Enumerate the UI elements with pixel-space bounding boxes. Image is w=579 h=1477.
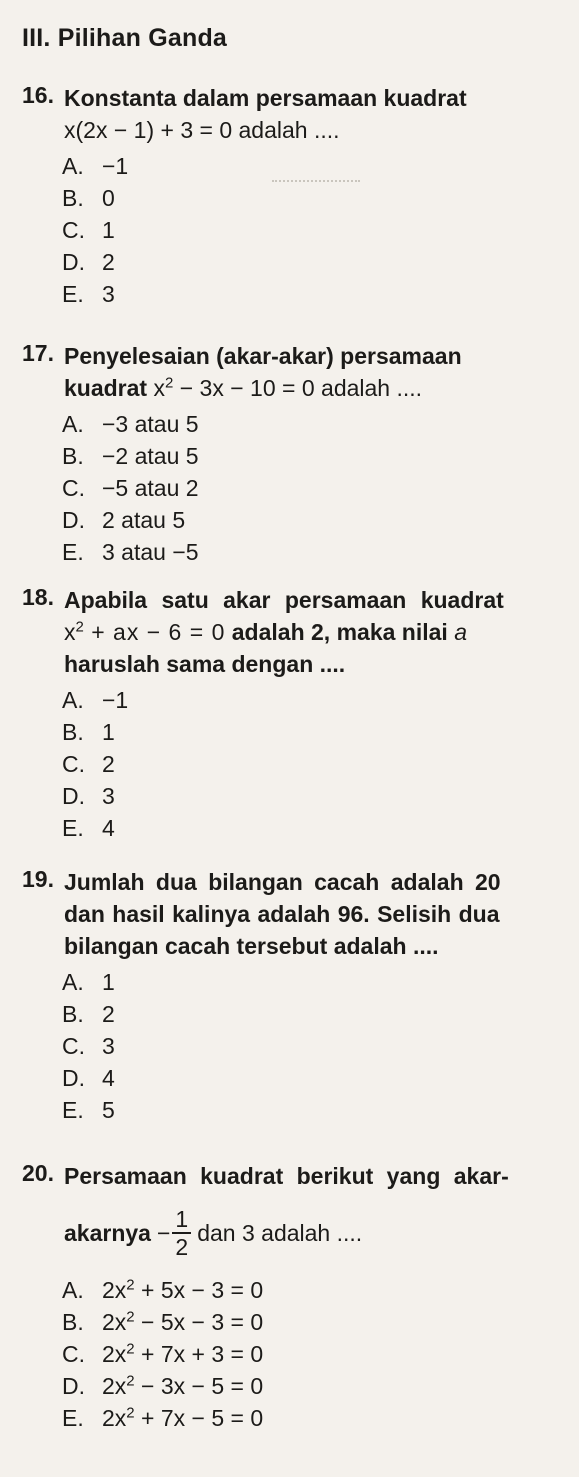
option-value: 2 (102, 1001, 115, 1027)
option-b[interactable] (62, 1306, 552, 1338)
fraction (172, 1206, 191, 1260)
equation: x(2x − 1) + 3 = 0 (64, 117, 233, 143)
option-letter: B. (62, 1001, 84, 1027)
option-e[interactable] (62, 1402, 552, 1434)
option-d[interactable] (62, 246, 552, 278)
question-17 (22, 340, 552, 568)
equation-term: 2x (102, 1373, 127, 1399)
question-text (64, 1160, 552, 1260)
option-value (102, 1338, 263, 1370)
option-e[interactable] (62, 278, 552, 310)
option-c[interactable] (62, 1338, 552, 1370)
option-d[interactable] (62, 504, 552, 536)
option-b[interactable] (62, 716, 552, 748)
fraction-numerator: 1 (172, 1206, 191, 1234)
exponent: 2 (126, 1372, 135, 1390)
question-number: 20. (22, 1160, 54, 1186)
option-letter: D. (62, 1373, 85, 1399)
question-line (64, 372, 552, 404)
question-prefix: akarnya (64, 1220, 151, 1246)
option-letter: A. (62, 969, 84, 995)
option-letter: A. (62, 687, 84, 713)
exponent: 2 (126, 1308, 135, 1326)
option-value (102, 1402, 263, 1434)
option-value: 1 (102, 969, 115, 995)
option-b[interactable] (62, 182, 552, 214)
section-title: III. Pilihan Ganda (22, 24, 228, 52)
exponent: 2 (126, 1340, 135, 1358)
question-mid: adalah 2, maka nilai (225, 619, 455, 645)
option-letter: D. (62, 1065, 85, 1091)
equation-rest: + 5x − 3 = 0 (134, 1277, 264, 1303)
option-value: 2 (102, 249, 115, 275)
option-e[interactable] (62, 1094, 552, 1126)
question-16 (22, 82, 552, 310)
option-b[interactable] (62, 998, 552, 1030)
question-20 (22, 1160, 552, 1434)
option-value: −1 (102, 687, 129, 713)
option-value: 0 (102, 185, 115, 211)
option-value: 5 (102, 1097, 115, 1123)
exponent: 2 (126, 1404, 135, 1422)
option-list (62, 408, 552, 568)
equation-rest: + ax − 6 = 0 (83, 619, 226, 645)
equation (153, 375, 314, 401)
option-value: 4 (102, 815, 115, 841)
option-letter: D. (62, 507, 85, 533)
option-letter: B. (62, 719, 84, 745)
option-e[interactable] (62, 812, 552, 844)
option-a[interactable] (62, 150, 552, 182)
question-line (64, 1206, 552, 1260)
option-letter: A. (62, 1277, 84, 1303)
option-list (62, 684, 552, 844)
option-b[interactable] (62, 440, 552, 472)
equation-rest: + 7x − 5 = 0 (134, 1405, 264, 1431)
minus-sign: − (156, 1220, 171, 1246)
option-letter: C. (62, 217, 85, 243)
equation-rest: − 3x − 10 = 0 (173, 375, 315, 401)
equation-term: x (64, 619, 76, 645)
option-letter: B. (62, 1309, 84, 1335)
question-line (64, 114, 552, 146)
option-letter: C. (62, 1341, 85, 1367)
question-number: 16. (22, 82, 54, 108)
question-text (64, 82, 552, 146)
option-a[interactable] (62, 684, 552, 716)
equation-rest: − 5x − 3 = 0 (134, 1309, 264, 1335)
option-c[interactable] (62, 748, 552, 780)
option-a[interactable] (62, 966, 552, 998)
option-letter: A. (62, 411, 84, 437)
option-value: 3 (102, 281, 115, 307)
question-number: 19. (22, 866, 54, 892)
question-line: Jumlah dua bilangan cacah adalah 20 (64, 869, 501, 895)
option-e[interactable] (62, 536, 552, 568)
equation-term: x (153, 375, 165, 401)
option-value: 1 (102, 217, 115, 243)
question-text (64, 866, 552, 962)
option-letter: E. (62, 1097, 84, 1123)
question-text (64, 584, 552, 680)
option-value: −1 (102, 153, 129, 179)
option-d[interactable] (62, 1062, 552, 1094)
option-value: 4 (102, 1065, 115, 1091)
question-tail: adalah .... (314, 375, 423, 401)
option-letter: E. (62, 815, 84, 841)
question-number: 17. (22, 340, 54, 366)
option-letter: B. (62, 443, 84, 469)
exponent: 2 (126, 1276, 135, 1294)
option-list (62, 966, 552, 1126)
equation-rest: − 3x − 5 = 0 (134, 1373, 264, 1399)
question-line: dan hasil kalinya adalah 96. Selisih dua (64, 901, 500, 927)
option-value: 3 (102, 1033, 115, 1059)
question-line: Persamaan kuadrat berikut yang akar- (64, 1163, 509, 1189)
option-value: 2 atau 5 (102, 507, 186, 533)
option-value: 3 (102, 783, 115, 809)
question-text (64, 340, 552, 404)
option-d[interactable] (62, 1370, 552, 1402)
option-value: 1 (102, 719, 115, 745)
option-value: 2 (102, 751, 115, 777)
option-letter: B. (62, 185, 84, 211)
question-line (64, 616, 552, 648)
option-c[interactable] (62, 472, 552, 504)
option-letter: D. (62, 249, 85, 275)
option-d[interactable] (62, 780, 552, 812)
faint-mark (272, 180, 360, 184)
option-list (62, 1274, 552, 1434)
option-c[interactable] (62, 1030, 552, 1062)
equation-term: 2x (102, 1405, 127, 1431)
option-value (102, 1306, 263, 1338)
equation-term: 2x (102, 1309, 127, 1335)
option-value: 3 atau −5 (102, 539, 199, 565)
option-letter: C. (62, 1033, 85, 1059)
equation-rest: + 7x + 3 = 0 (134, 1341, 264, 1367)
variable-a: a (454, 619, 467, 645)
equation-term: 2x (102, 1277, 127, 1303)
exponent: 2 (164, 374, 174, 392)
option-list (62, 150, 552, 310)
question-line: Konstanta dalam persamaan kuadrat (64, 85, 467, 111)
option-value (102, 1370, 263, 1402)
question-line: bilangan cacah tersebut adalah .... (64, 933, 439, 959)
question-19 (22, 866, 552, 1126)
question-tail: dan 3 adalah .... (197, 1220, 363, 1246)
option-value: −2 atau 5 (102, 443, 199, 469)
option-a[interactable] (62, 1274, 552, 1306)
option-letter: A. (62, 153, 84, 179)
option-value (102, 1274, 263, 1306)
option-letter: E. (62, 281, 84, 307)
option-a[interactable] (62, 408, 552, 440)
option-letter: D. (62, 783, 85, 809)
question-tail: adalah .... (232, 117, 340, 143)
question-line: Penyelesaian (akar-akar) persamaan (64, 343, 462, 369)
option-c[interactable] (62, 214, 552, 246)
question-line: Apabila satu akar persamaan kuadrat (64, 587, 504, 613)
question-number: 18. (22, 584, 54, 610)
option-value: −3 atau 5 (102, 411, 199, 437)
equation (64, 619, 225, 645)
option-letter: E. (62, 1405, 84, 1431)
exponent: 2 (75, 618, 84, 636)
option-letter: E. (62, 539, 84, 565)
question-18 (22, 584, 552, 844)
question-line: haruslah sama dengan .... (64, 651, 346, 677)
fraction-denominator: 2 (175, 1234, 189, 1260)
option-value: −5 atau 2 (102, 475, 199, 501)
equation-term: 2x (102, 1341, 127, 1367)
question-prefix: kuadrat (64, 375, 154, 401)
option-letter: C. (62, 475, 85, 501)
option-letter: C. (62, 751, 85, 777)
